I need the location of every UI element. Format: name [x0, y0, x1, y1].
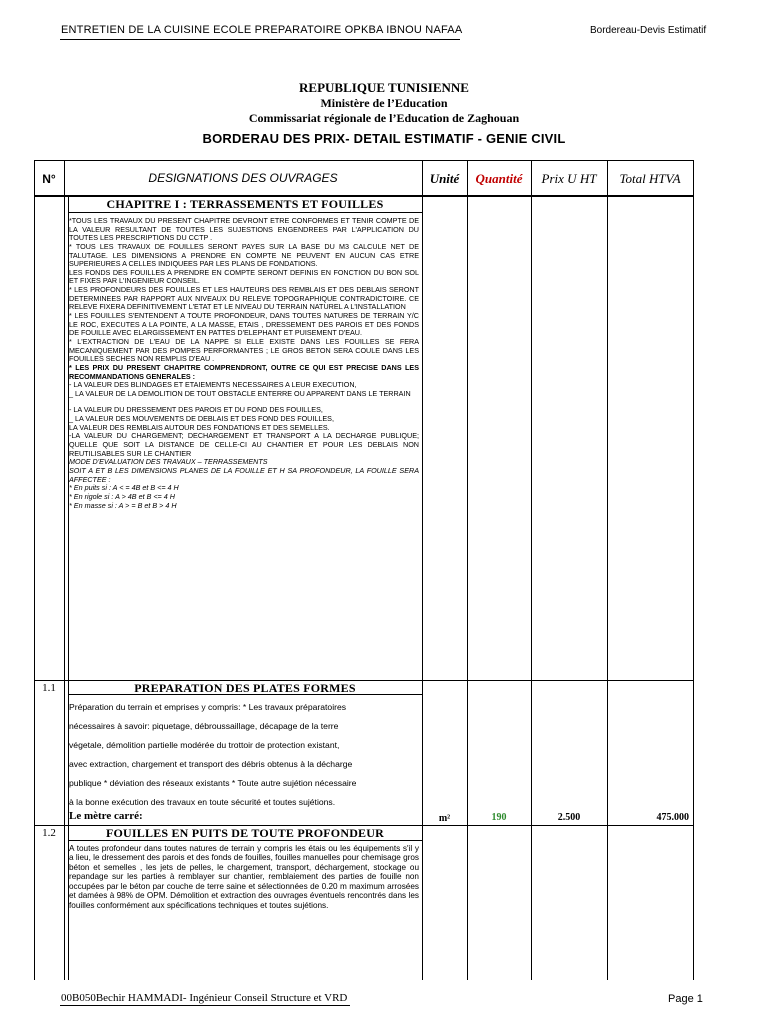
col-header-designation: DESIGNATIONS DES OUVRAGES — [148, 171, 338, 185]
header-underline — [60, 39, 460, 40]
chapter-paragraph: * L'EXTRACTION DE L'EAU DE LA NAPPE SI ELLE EXISTE DANS LES FOUILLES SE FERA MECANIQUEMENT PAR DES POMPES PERFORMANTES ; LE GROS BETON SERA COULE DANS LES FOUILLES SECHES NON REMPLIS D'EAU . — [69, 336, 419, 364]
col-divider — [531, 160, 532, 980]
chapter-list-item: - LA VALEUR DU DRESSEMENT DES PAROIS ET DU FOND DES FOUILLES, — [69, 405, 323, 415]
chapter-paragraph: * LES FOUILLES S'ENTENDENT A TOUTE PROFONDEUR, DANS TOUTES NATURES DE TERRAIN Y/C LE ROC, EXECUTES A LA POINTE, A LA MASSE, ETAIS , DRESSEMENT DES PAROIS ET DES FONDS DE FOUILLE AVEC ELARGISSEMENT EN PATTES D'ELEPHANT ET PUISEMENT D'EAU. — [69, 311, 419, 338]
table-border-top — [34, 160, 694, 161]
col-divider — [64, 160, 65, 980]
commissariat-title: Commissariat régionale de l’Education de Zaghouan — [248, 111, 520, 125]
item-unit: m² — [438, 813, 451, 824]
item-description-line: publique * déviation des réseaux existants * Toute autre sujétion nécessaire — [69, 778, 357, 788]
evaluation-mode-line: * En rigole si : A > 4B et B <= 4 H — [69, 491, 175, 501]
item-description-line: à la bonne exécution des travaux en toute sécurité et toutes sujétions. — [69, 797, 336, 807]
chapter-title: CHAPITRE I : TERRASSEMENTS ET FOUILLES — [106, 197, 384, 211]
item-title: FOUILLES EN PUITS DE TOUTE PROFONDEUR — [105, 826, 384, 840]
evaluation-mode-line: MODE D'EVALUATION DES TRAVAUX – TERRASSEMENTS — [69, 457, 268, 467]
bordereau-title: BORDERAU DES PRIX- DETAIL ESTIMATIF - GENIE CIVIL — [202, 131, 566, 146]
chapter-paragraph: * TOUS LES TRAVAUX DE FOUILLES SERONT PAYES SUR LA BASE DU M3 CALCULE NET DE TALUTAGE. LES DIMENSIONS A PRENDRE EN COMPTE NE PEUVENT EN AUCUN CAS ETRE SUPERIEURES A CELLES INDIQUEES PAR LES PLANS DE FONDATIONS. — [69, 241, 419, 269]
page-number: Page 1 — [668, 993, 703, 1005]
item-quantity: 190 — [491, 812, 507, 823]
chapter-bold-paragraph: * LES PRIX DU PRESENT CHAPITRE COMPRENDRONT, OUTRE CE QUI EST PRECISE DANS LES RECOMMANDATIONS GENERALES : — [69, 362, 419, 381]
item-unit-price: 2.500 — [557, 812, 581, 823]
footer-engineer: 00B050Bechir HAMMADI- Ingénieur Conseil Structure et VRD — [61, 992, 348, 1004]
table-border-right — [693, 160, 694, 980]
table-border-left — [34, 160, 35, 980]
footer-underline — [60, 1005, 350, 1006]
item-description-line: végetale, démolition partielle modérée du trottoir de protection existant, — [69, 740, 340, 750]
col-header-num: N° — [42, 172, 56, 186]
chapter-list-item: -LA VALEUR DU CHARGEMENT; DECHARGEMENT ET TRANSPORT A LA DECHARGE PUBLIQUE; QUELLE QUE SOIT LA DISTANCE DE CELLE-CI AU CHANTIER ET POUR LES DEBLAIS NON REUTILISABLES SUR LE CHANTIER — [69, 431, 419, 458]
item-description: A toutes profondeur dans toutes natures de terrain y compris les étais ou les équipements s'il y a lieu, le dressement des parois et des fonds de fouilles, fouilles manuelles pour chemisage gros béton et semelles , les jets de pelles, le chargement, transport, déchargement, stockage ou repandage sur les parties à remblayer sur chantier, remblaiement des parties de fouille non occupées par le béton par couche de terre saine et sélectionnées de 0.20 m maximum arrosées et damées à 98% de OPM. Démolition et extraction des ouvrages éventuels rencontrés dans les fouilles conformément aux spécifications techniques et toutes sujétions. — [69, 844, 419, 910]
evaluation-mode-line: SOIT A ET B LES DIMENSIONS PLANES DE LA FOUILLE ET H SA PROFONDEUR, LA FOUILLE SERA AFFECTEE : — [69, 465, 419, 484]
chapter-paragraph: *TOUS LES TRAVAUX DU PRESENT CHAPITRE DEVRONT ETRE CONFORMES ET TENIR COMPTE DE LA VALEUR RESULTANT DE TOUTES LES SUJESTIONS ENGENDREES PAR L'APPLICATION DU TOUTES LES PRESCRIPTIONS DU CCTP . — [69, 216, 419, 243]
item-description-line: nécessaires à savoir: piquetage, débroussaillage, décapage de la terre — [69, 721, 339, 731]
col-header-total: Total HTVA — [619, 171, 681, 186]
evaluation-mode-line: * En masse si : A > = B et B > 4 H — [69, 500, 177, 510]
item-description-line: Préparation du terrain et emprises y compris: * Les travaux préparatoires — [69, 702, 347, 712]
chapter-list-item: _ LA VALEUR DES MOUVEMENTS DE DEBLAIS ET DES FOND DES FOUILLES, — [69, 414, 334, 424]
col-header-unit-price: Prix U HT — [541, 171, 597, 186]
item-number: 1.1 — [42, 682, 56, 694]
item-total: 475.000 — [656, 812, 689, 823]
item-number: 1.2 — [42, 827, 56, 839]
document-header-type: Bordereau-Devis Estimatif — [590, 25, 707, 36]
chapter-general-text — [69, 217, 419, 510]
republic-title: REPUBLIQUE TUNISIENNE — [299, 80, 469, 95]
chapter-list-item: LA VALEUR DES REMBLAIS AUTOUR DES FONDATIONS ET DES SEMELLES. — [69, 422, 330, 432]
document-header-title: ENTRETIEN DE LA CUISINE ECOLE PREPARATOIRE OPKBA IBNOU NAFAA — [61, 24, 463, 36]
ministry-title: Ministère de l’Education — [320, 96, 448, 110]
chapter-title-separator — [68, 212, 422, 213]
col-divider — [422, 160, 423, 980]
col-divider — [607, 160, 608, 980]
item-description-line: avec extraction, chargement et transport des débris obtenus à la décharge — [69, 759, 353, 769]
item-description — [69, 698, 421, 812]
evaluation-mode-line: * En puits si : A < = 4B et B <= 4 H — [69, 483, 179, 493]
col-header-quantity: Quantité — [475, 171, 523, 186]
item-title: PREPARATION DES PLATES FORMES — [134, 681, 356, 695]
chapter-list-item: _ LA VALEUR DE LA DEMOLITION DE TOUT OBSTACLE ENTERRE OU APPARENT DANS LE TERRAIN — [69, 388, 411, 398]
col-header-unit: Unité — [429, 171, 460, 186]
col-divider — [467, 160, 468, 980]
chapter-list-item: - LA VALEUR DES BLINDAGES ET ETAIEMENTS NECESSAIRES A LEUR EXECUTION, — [69, 380, 357, 390]
chapter-paragraph: * LES PROFONDEURS DES FOUILLES ET LES HAUTEURS DES REMBLAIS ET DES DEBLAIS SERONT DETERMINEES PAR RAPPORT AUX NIVEAUX DU RELEVE TOPOGRAPHIQUE CONTRADICTOIRE. CE RELEVE FIXERA DEFINITIVEMENT L'ETAT ET LE NIVEAU DU TERRAIN NATUREL A L'INSTALLATION — [69, 285, 419, 312]
unit-label: Le mètre carré: — [69, 810, 143, 822]
chapter-paragraph: LES FONDS DES FOUILLES A PRENDRE EN COMPTE SERONT DEFINIS EN FONCTION DU BON SOL ET FIXES PAR L'INGENIEUR CONSEIL. — [69, 267, 419, 286]
